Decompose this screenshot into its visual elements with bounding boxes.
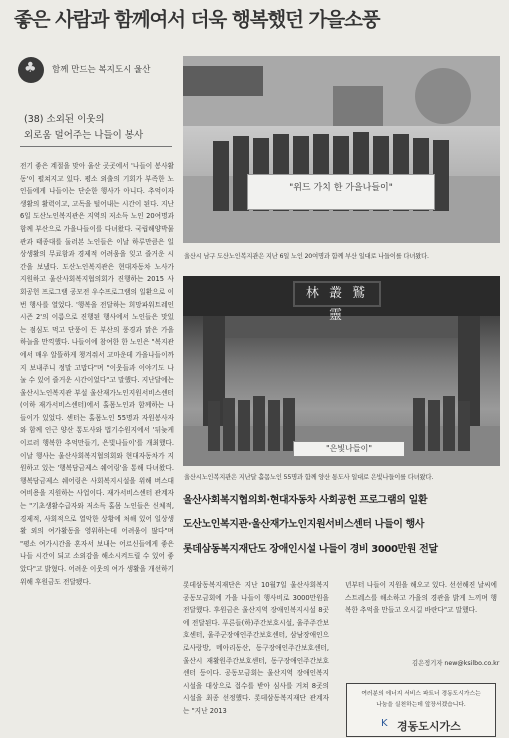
ad-line-1: 여러분의 에너지 서비스 파트너 경동도시가스는 bbox=[361, 691, 481, 697]
deck-line-3: 롯데삼동복지재단도 장애인시설 나들이 경비 3000만원 전달 bbox=[183, 544, 438, 555]
photo-1-banner bbox=[247, 174, 435, 210]
headline: 좋은 사람과 함께여서 더욱 행복했던 가을소풍 bbox=[14, 8, 380, 31]
photo-2-banner-text: "은빛나들이" bbox=[326, 444, 372, 453]
photo-1-banner-text: "위드 가치 한 가을나들이" bbox=[289, 183, 393, 193]
byline: 김은정기자 new@ksilbo.co.kr bbox=[412, 660, 500, 667]
deck-line-1: 울산사회복지협의회·현대자동차 사회공헌 프로그램의 일환 bbox=[183, 495, 428, 506]
temple-signboard: 林 叢 鷲 靈 bbox=[293, 281, 381, 307]
subhead-line-1: (38) 소외된 이웃의 bbox=[24, 114, 105, 125]
series-logo-icon bbox=[18, 57, 44, 83]
deck-line-2: 도산노인복지관·울산재가노인지원서비스센터 나들이 행사 bbox=[183, 519, 425, 530]
ad-line-2: 나눔을 실천하는데 앞장서겠습니다. bbox=[376, 702, 466, 708]
body-column-1: 전기 좋은 계절을 맞아 울산 곳곳에서 '나들이 봉사활동'이 펼쳐지고 있다. 평소 외출의 기회가 부족한 노인들에게 나들이는 단순한 행사가 아니다. 추억이자 생활의 활력이고, 고독을 털어내는 시간이 된다. 지난 6일 도산노인복지관은 지역의 저소득 노인 20여명과 함께 부산으로 가을나들이를 다녀왔다. 국립해양박물관과 태종대를 둘러본 노인들은 이날 하루만큼은 일상생활의 무료함과 경제적 어려움을 잊고 즐거운 시간을 보냈다. 도산노인복지관은 현대자동차 노사가 지원하고 울산사회복지협의회가 진행하는 2015 사회공헌 프로그램 공모전 우수프로그램의 일환으로 이번 행사를 열었다. '행복을 전달하는 희망파워트레인 시즌 2'의 이름으로 진행된 행사에서 노인들은 맛있는 점심도 먹고 단풍이 든 부산의 풍경과 맑은 가을 하늘을 만끽했다. 나들이에 참여한 한 노인은 "복지관에서 매우 알뜰하게 챙겨줘서 고마운데 가을나들이까지 보내주니 정말 고맙다"며 "이웃들과 이야기도 나눌 수 있어 즐거운 시간이었다"고 말했다. 지난달에는 울산시노인복지관 부설 울산재가노인지원서비스센터(이하 재가서비스센터)에서 홀몸노인과 함께하는 나들이가 있었다. 센터는 홀몸노인 55명과 자원봉사자와 함께 인근 양산 통도사와 법기수원지에서 '뒤늦게 이르러 행복한 추억만들기, 은빛나들이'를 개최했다. 이날 행사는 울산사회복지협의회와 현대자동차가 지원하고 있는 '행복담금제스 쉐어링'을 통해 다녀왔다. 행복담금제스 쉐어링은 사회복지시설을 위해 버스대여비용을 지원하는 사업이다. 재가서비스센터 관계자는 "기초생활수급자와 저소득 홀몸 노인들은 신체적, 경제적, 사회적으로 열악한 상황에 처해 있어 일상생활 외의 여가활동을 영위하는데 어려움이 많다"며 "평소 여가시간을 혼자서 보내는 어르신들에게 좋은 나들 시간이 되고 소외감을 해소시켜드릴 수 있어 좋았다"고 밝혔다. 어려운 이웃의 여가 생활을 개선하기 위해 후원금도 전달됐다. bbox=[20, 162, 174, 586]
k-logo-icon: K bbox=[381, 718, 388, 729]
photo-1-caption: 울산시 남구 도산노인복지관은 지난 6일 노인 20여명과 함께 부산 일대로 나들이를 다녀왔다. bbox=[184, 253, 429, 260]
series-name: 함께 만드는 복지도시 울산 bbox=[52, 65, 151, 75]
photo-group-outing-tongdosa bbox=[183, 276, 500, 466]
series-header bbox=[18, 57, 178, 87]
ad-company-name: 경동도시가스 bbox=[397, 720, 461, 733]
advertisement bbox=[346, 683, 496, 737]
photo-1-scene bbox=[183, 56, 500, 243]
photo-group-outing-busan bbox=[183, 56, 500, 243]
body-column-3: 년부터 나들이 지원을 해오고 있다. 선선해진 날씨에 스트레스를 해소하고 가을의 경관을 밝게 느끼며 행복한 추억을 만들고 오시길 바란다"고 말했다. bbox=[345, 581, 497, 615]
photo-2-banner bbox=[293, 441, 405, 457]
subhead-line-2: 외로움 덜어주는 나들이 봉사 bbox=[24, 130, 144, 141]
divider bbox=[20, 146, 172, 147]
body-column-2: 롯데삼동복지재단은 지난 10월7일 울산사회복지공동모금회에 가을 나들이 행사비로 3000만원을 전달했다. 후원금은 울산지역 장애인복지시설 8곳에 전달된다. 푸른들(하)주간보호시설, 울주주간보호센터, 울주군장애인주간보호센터, 삼남장애인으로사랑방, 메아리동산, 동구장애인주간보호센터, 울산시 재활원주간보호센터, 동구장애인주간보호센터 등이다. 공동모금회는 울산지역 장애인복지시설을 대상으로 접수를 받아 심사를 거쳐 8곳의 시설을 최종 선정했다. 롯데삼동복지재단 관계자는 "지난 2013 bbox=[183, 581, 329, 715]
photo-2-caption: 울산시노인복지관은 지난달 홀몸노인 55명과 함께 양산 통도사 일대로 은빛나들이를 다녀왔다. bbox=[184, 474, 434, 481]
